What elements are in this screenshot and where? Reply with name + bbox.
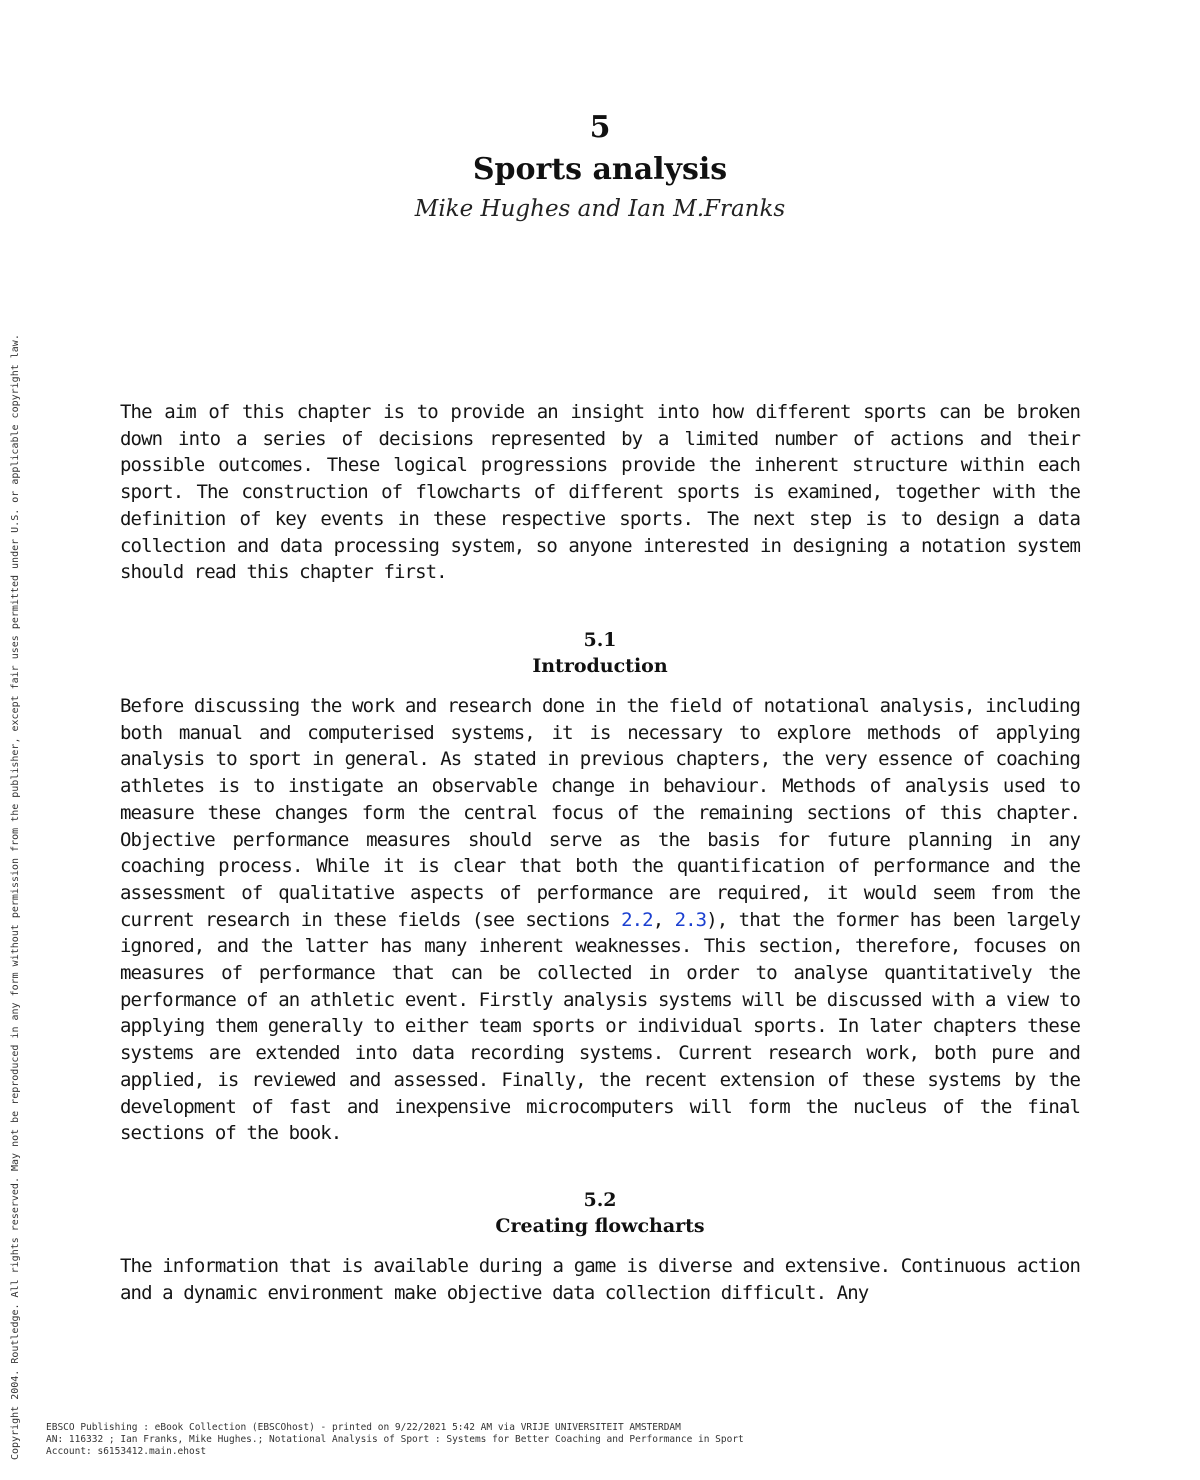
ref-separator: , — [652, 908, 675, 931]
section-5-2-paragraph: The information that is available during a game is diverse and extensive. Continuous action and a dynamic environment make objective data collection difficult. Any — [120, 1255, 1080, 1304]
paragraph-text: Before discussing the work and research done in the field of notational analysis, including both manual and computerised systems, it is necessary to explore methods of applying analysis to sport in general. As stated in previous chapters, the very essence of coaching athletes is to instigate an observable change in behaviour. Methods of analysis used to measure these changes form the central focus of the remaining sections of this chapter. Objective performance measures should serve as the basis for future planning in any coaching process. While it is clear that both the quantification of performance and the assessment of qualitative aspects of performance are required, it would seem from the current research in these fields (see sections — [120, 695, 1080, 931]
footer — [46, 1422, 744, 1458]
chapter-authors: Mike Hughes and Ian M.Franks — [414, 196, 786, 222]
chapter-header — [0, 108, 1200, 226]
section-link-2-3[interactable]: 2.3 — [674, 908, 707, 931]
intro-paragraph: The aim of this chapter is to provide an insight into how different sports can be broken down into a series of decisions represented by a limited number of actions and their possible outcomes. These logical progressions provide the inherent structure within each sport. The construction of flowcharts of different sports is examined, together with the definition of key events in these respective sports. The next step is to design a data collection and data processing system, so anyone interested in designing a notation system should read this chapter first. — [120, 401, 1080, 584]
chapter-title: Sports analysis — [472, 152, 728, 187]
footer-line: AN: 116332 ; Ian Franks, Mike Hughes.; Notational Analysis of Sport : Systems for Better Coaching and Performance in Sport — [46, 1434, 744, 1445]
section-5-1-heading — [0, 627, 1200, 679]
section-title: Introduction — [532, 655, 668, 677]
section-number: 5.1 — [583, 629, 617, 651]
footer-line: Account: s6153412.main.ehost — [46, 1446, 207, 1457]
footer-line: EBSCO Publishing : eBook Collection (EBSCOhost) - printed on 9/22/2021 5:42 AM via VRIJE UNIVERSITEIT AMSTERDAM — [46, 1422, 681, 1433]
section-title: Creating flowcharts — [495, 1215, 705, 1237]
section-5-1-paragraph — [120, 693, 1080, 1147]
chapter-number: 5 — [589, 110, 611, 145]
section-number: 5.2 — [583, 1189, 617, 1211]
section-link-2-2[interactable]: 2.2 — [621, 908, 653, 931]
section-5-2-heading — [0, 1187, 1200, 1239]
paragraph-text-continued: ), that the former has been largely ignored, and the latter has many inherent weaknesses. This section, therefore, focuses on measures of performance that can be collected in order to analyse quantitatively the performance of an athletic event. Firstly analysis systems will be discussed with a view to applying them generally to either team sports or individual sports. In later chapters these systems are extended into data recording systems. Current research work, both pure and applied, is reviewed and assessed. Finally, the recent extension of these systems by the development of fast and inexpensive microcomputers will form the nucleus of the final sections of the book. — [120, 908, 1080, 1145]
copyright-notice: Copyright 2004. Routledge. All rights reserved. May not be reproduced in any form without permission from the publisher, except fair uses permitted under U.S. or applicable copyright law. — [10, 334, 21, 1460]
